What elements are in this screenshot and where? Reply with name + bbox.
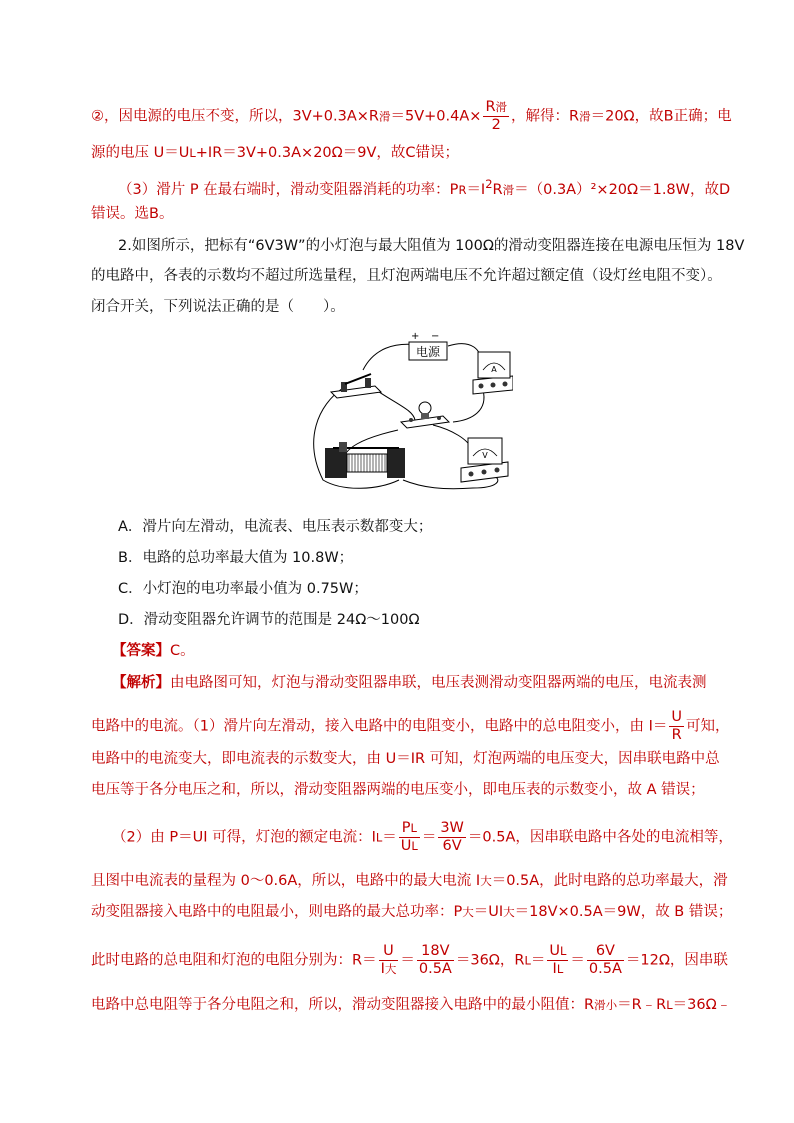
text-run: 且图中电流表的量程为 0～0.6A，所以，电路中的最大电流 I [91,873,481,889]
subscript: R [458,182,467,197]
subscript: 滑 [502,182,515,197]
wire [448,344,481,360]
text-run: ＝ [400,952,415,969]
fraction-denominator: I [552,961,557,978]
text-run: ②，因电源的电压不变，所以，3V+0.3A×R [91,108,379,125]
text-run: ＝ [570,952,585,969]
subscript: L [524,953,531,968]
subscript: 大 [462,905,474,919]
text-run: 源的电压 U＝U [91,145,190,161]
text-run: ＝I [466,181,486,198]
fraction-denominator: 0.5A [588,961,622,978]
text-run: （3）滑片 P 在最右端时，滑动变阻器消耗的功率：P [118,181,459,198]
fraction-numerator: 3W [438,821,466,838]
subscript: L [556,962,564,977]
question-line-3: 闭合开关，下列说法正确的是（ ）。 [91,299,345,315]
fraction-denominator: I [380,961,385,978]
fraction-numerator: P [401,820,411,836]
subscript: L [375,830,383,845]
option-c: C．小灯泡的电功率最小值为 0.75W； [118,581,368,597]
fraction-u-over-r [669,710,684,743]
fraction-denominator: R [671,727,682,744]
ammeter-symbol: A [491,365,497,374]
text-run: ，解得：R [511,108,580,125]
solution-line-1 [91,100,732,133]
subscript: 滑 [379,109,391,124]
wire [373,388,415,420]
fraction-pl-over-ul [399,821,420,854]
answer-line [112,640,195,662]
option-a: A．滑片向左滑动，电流表、电压表示数都变大； [118,519,433,535]
fraction-denominator: 6V [442,838,462,855]
text-run: ＝0.5A，因串联电路中各处的电流相等， [467,829,733,846]
rheostat [325,442,405,478]
subscript: 大 [384,962,397,977]
text-run: （2）由 P＝UI 可得，灯泡的额定电流：I [112,829,376,846]
analysis-line-3: 电路中的电流变大，即电流表的示数变大，由 U＝IR 可知，灯泡两端的电压变大，因串联电路中总 [91,751,720,767]
subscript: 滑小 [594,998,618,1012]
wire [433,425,471,448]
text-run: 电路中的电流。（1）滑片向左滑动，接入电路中的电阻变小，电路中的总电阻变小，由 I＝ [91,718,668,735]
analysis-line-8 [91,944,728,977]
solution-line-3 [118,173,730,201]
circuit-figure [303,330,513,490]
text-run: ＝（0.3A）²×20Ω＝1.8W，故D [514,181,731,198]
fraction-denominator: U [400,838,412,855]
text-run: ＝36Ω，R [455,952,525,969]
answer-tag: 【答案】 [112,643,170,659]
fraction-numerator: U [669,710,684,727]
text-run: ＝5V+0.4A× [390,108,482,125]
subscript: 大 [480,874,492,888]
option-b: B．电路的总功率最大值为 10.8W； [118,550,354,566]
solution-line-2 [91,142,459,164]
question-line-2: 的电路中，各表的示数均不超过所选量程，且灯泡两端电压不允许超过额定值（设灯丝电阻不变）。 [91,268,722,284]
subscript: L [411,839,418,854]
fraction-numerator: R [485,99,496,115]
text-run: 电路中总电阻等于各分电阻之和，所以，滑动变阻器接入电路中的最小阻值：R [91,997,595,1013]
analysis-line-5 [112,821,733,854]
text-run: ＝R﹣R [617,997,667,1013]
text-run: 动变阻器接入电路中的电阻最小，则电路的最大总功率：P [91,904,463,920]
text-run: 可知， [685,718,730,735]
fraction-numerator: 18V [417,944,454,961]
fraction-6v-over-05a [587,944,624,977]
question-line-1: 2.如图所示，把标有“6V3W”的小灯泡与最大阻值为 100Ω的滑动变阻器连接在电源电压恒为 18V [118,238,745,254]
minus-sign: − [431,331,440,342]
subscript: 滑 [579,109,591,124]
text-run: ＝18V×0.5A＝9W，故 B 错误； [514,904,733,920]
analysis-line-1 [112,672,707,694]
subscript: 滑 [495,100,508,114]
fraction-ul-over-il [547,944,568,977]
subscript: L [189,146,196,160]
analysis-line-7 [91,901,732,923]
text-run: R [492,181,503,198]
solution-line-4 [91,203,173,225]
subscript: L [560,944,567,958]
subscript: L [410,821,417,835]
fraction-u-over-i-max [379,944,399,977]
text-run: ＝0.5A，此时电路的总功率最大，滑 [491,873,728,889]
option-d: D．滑动变阻器允许调节的范围是 24Ω～100Ω [118,612,420,628]
analysis-line-4: 电压等于各分电压之和，所以，滑动变阻器两端的电压变小，即电压表的示数变小，故 A 错误； [91,782,705,798]
superscript: 2 [485,177,493,191]
text-run: 此时电路的总电阻和灯泡的电阻分别为：R＝ [91,952,377,969]
text-run: ＝20Ω，故B正确；电 [590,108,732,125]
text-run: 由电路图可知，灯泡与滑动变阻器串联，电压表测滑动变阻器两端的电压，电流表测 [170,675,707,691]
fraction-18v-over-05a [417,944,454,977]
ammeter [473,352,513,394]
text-run: ＝ [382,829,397,846]
analysis-line-6 [91,870,728,892]
power-source-label: 电源 [415,345,441,359]
text-run: ＝ [421,829,437,846]
text-run: 错误。选B。 [91,206,174,222]
voltmeter-symbol: V [482,451,488,460]
analysis-line-9 [91,994,731,1016]
text-run: ＝12Ω，因串联 [625,952,728,969]
voltmeter [461,438,508,482]
fraction-denominator: 2 [491,117,501,134]
text-run: +IR＝3V+0.3A×20Ω＝9V，故C错误； [195,145,459,161]
fraction-numerator: U [549,943,560,959]
text-run: ＝ [530,952,546,969]
plus-sign: + [411,331,420,342]
analysis-tag: 【解析】 [112,675,170,691]
fraction-numerator: U [379,944,399,961]
answer-value: C。 [170,643,195,659]
analysis-line-2 [91,710,729,743]
subscript: L [666,998,673,1012]
fraction-3w-over-6v [438,821,466,854]
fraction-denominator: 0.5A [418,961,452,978]
fraction-numerator: 6V [587,944,624,961]
text-run: ＝36Ω﹣ [672,997,732,1013]
fraction-r-over-2 [483,100,509,133]
text-run: ＝UI [473,904,504,920]
lamp [401,402,449,428]
wire [453,390,484,422]
switch [331,374,381,398]
subscript: 大 [503,905,515,919]
